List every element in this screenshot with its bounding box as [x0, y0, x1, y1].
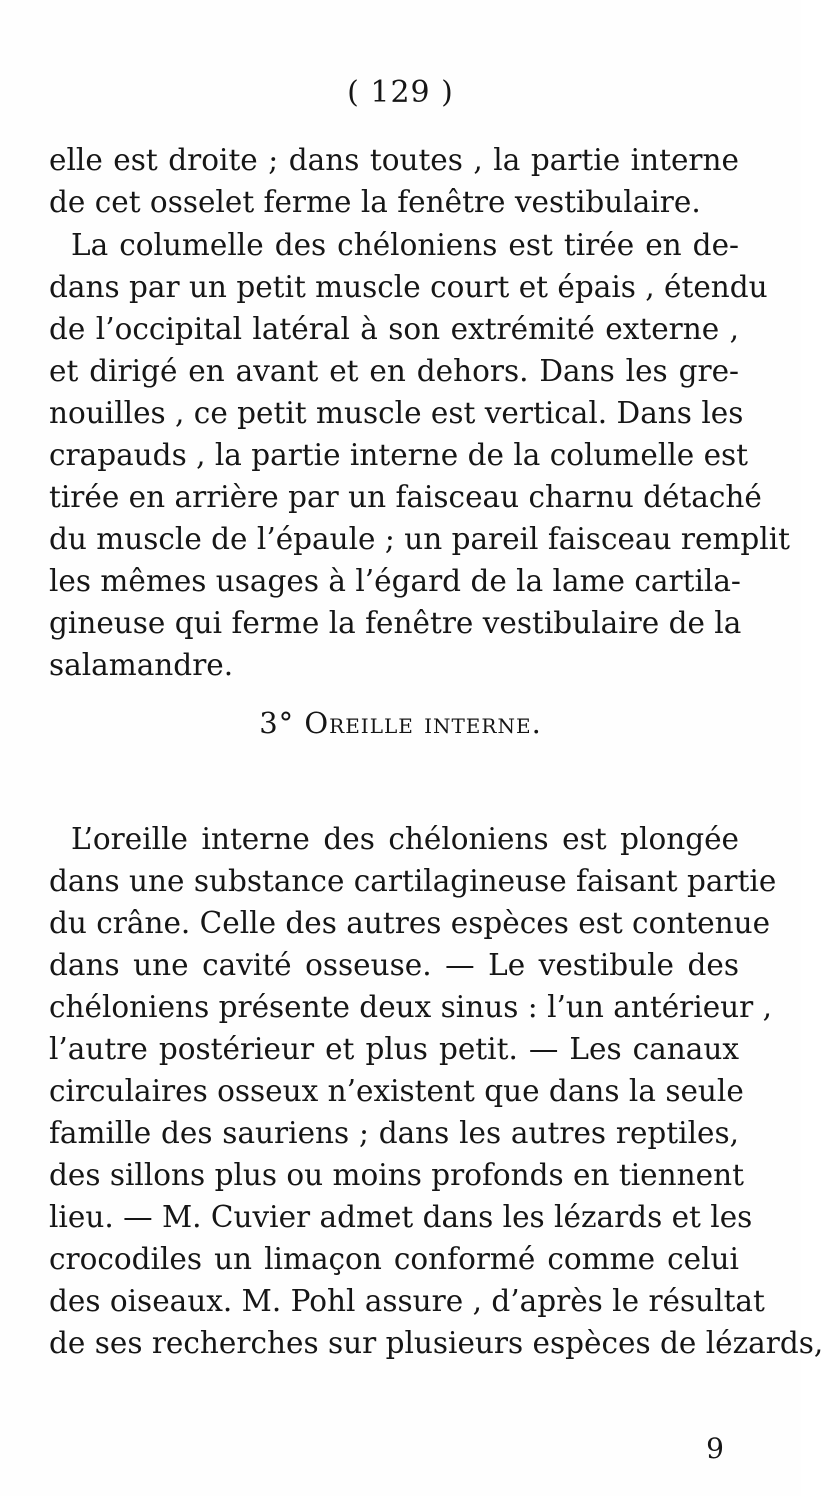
- paragraph-3: [49, 818, 823, 1364]
- text-line: l’autre postérieur et plus petit. — Les canaux: [49, 1032, 739, 1066]
- text-line: du muscle de l’épaule ; un pareil faisceau remplit: [49, 522, 791, 556]
- paragraph-1: [49, 139, 739, 223]
- text-line: dans par un petit muscle court et épais , étendu: [49, 270, 768, 304]
- text-line: tirée en arrière par un faisceau charnu détaché: [49, 480, 762, 514]
- text-line: circulaires osseux n’existent que dans la seule: [49, 1074, 744, 1108]
- text-line: elle est droite ; dans toutes , la partie interne: [49, 143, 739, 177]
- text-line: de cet osselet ferme la fenêtre vestibulaire.: [49, 185, 701, 219]
- section-heading: 3° Oreille interne.: [259, 706, 542, 740]
- text-line: du crâne. Celle des autres espèces est contenue: [49, 906, 771, 940]
- signature-mark: 9: [706, 1432, 724, 1465]
- page-number: ( 129 ): [347, 75, 454, 110]
- text-line: et dirigé en avant et en dehors. Dans les gre-: [49, 354, 739, 388]
- text-line: des sillons plus ou moins profonds en tiennent: [49, 1158, 744, 1192]
- text-line: les mêmes usages à l’égard de la lame cartila-: [49, 564, 741, 598]
- text-line: dans une cavité osseuse. — Le vestibule des: [49, 948, 739, 982]
- text-line: dans une substance cartilagineuse faisant partie: [49, 864, 777, 898]
- text-line: nouilles , ce petit muscle est vertical. Dans les: [49, 396, 744, 430]
- text-line: de l’occipital latéral à son extrémité externe ,: [49, 312, 739, 346]
- text-line: chéloniens présente deux sinus : l’un antérieur ,: [49, 990, 773, 1024]
- text-line: salamandre.: [49, 648, 234, 682]
- text-line: L’oreille interne des chéloniens est plongée: [71, 822, 739, 856]
- paragraph-2: [49, 224, 791, 686]
- text-line: de ses recherches sur plusieurs espèces de lézards,: [49, 1326, 823, 1360]
- text-line: gineuse qui ferme la fenêtre vestibulaire de la: [49, 606, 742, 640]
- text-line: crapauds , la partie interne de la columelle est: [49, 438, 749, 472]
- text-line: lieu. — M. Cuvier admet dans les lézards et les: [49, 1200, 753, 1234]
- text-line: famille des sauriens ; dans les autres reptiles,: [49, 1116, 739, 1150]
- text-line: crocodiles un limaçon conformé comme celui: [49, 1242, 739, 1276]
- text-line: La columelle des chéloniens est tirée en de-: [71, 228, 739, 262]
- text-line: des oiseaux. M. Pohl assure , d’après le résultat: [49, 1284, 765, 1318]
